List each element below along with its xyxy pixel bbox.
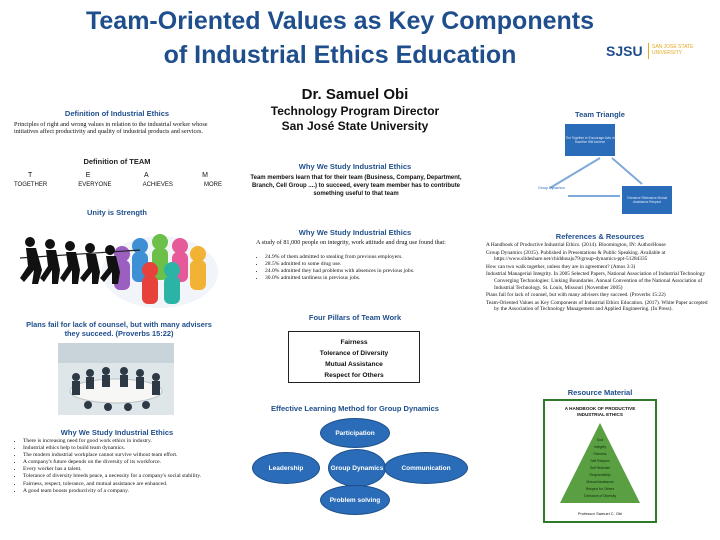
why-mid1-text: Team members learn that for their team (Business, Company, Department, Branch, Cell Group ....) to succeed, every team member has to contribute something useful to that team bbox=[250, 175, 462, 197]
node-group-dynamics: Group Dynamics bbox=[328, 449, 386, 487]
list-item: • Every worker has a talent. bbox=[23, 466, 235, 473]
learning-diagram bbox=[248, 415, 468, 515]
pillar-item: Respect for Others bbox=[324, 372, 384, 379]
letter-a: A bbox=[143, 172, 149, 179]
why-mid2-intro: A study of 81,000 people on integrity, work attitude and drug use found that: bbox=[256, 239, 446, 246]
pyramid-level: Mutual Assistance bbox=[586, 480, 614, 484]
pyramid-level: Integrity bbox=[593, 445, 607, 449]
letter-m: M bbox=[202, 172, 208, 179]
pyramid-level: God bbox=[596, 438, 604, 442]
unity-heading: Unity is Strength bbox=[86, 208, 147, 217]
pyramid-levels bbox=[550, 437, 650, 500]
book-author: Professor Samuel C. Obi bbox=[577, 511, 623, 516]
triangle-top-box: The Together to Encourage Acts of Sacrifice Will Achieve bbox=[565, 124, 615, 156]
list-item: • 24.9% of them admitted to stealing from previous employers. bbox=[265, 254, 479, 261]
node-participation: Participation bbox=[320, 418, 390, 448]
meeting-photo bbox=[58, 343, 174, 415]
book-cover bbox=[543, 399, 657, 523]
reference-item: Plans fail for lack of counsel, but with many advisers they succeed. (Proverbs 15:22) bbox=[486, 292, 666, 299]
pillar-item: Fairness bbox=[340, 339, 368, 346]
list-item: • The modern industrial workplace cannot survive without team effort. bbox=[23, 452, 235, 459]
word-achieves: ACHIEVES bbox=[142, 182, 173, 188]
team-definition-heading: Definition of TEAM bbox=[83, 157, 151, 166]
why-mid1-heading: Why We Study Industrial Ethics bbox=[298, 162, 412, 171]
pyramid-level: Fairness bbox=[593, 452, 607, 456]
author-university: San José State University bbox=[281, 119, 429, 133]
node-communication: Communication bbox=[384, 452, 468, 484]
university-name bbox=[652, 44, 694, 56]
node-leadership: Leadership bbox=[252, 452, 320, 484]
list-item: • A company's future depends on the diversity of its workforce. bbox=[23, 459, 235, 466]
list-item: • 30.0% admitted tardiness in previous jobs. bbox=[265, 275, 479, 282]
list-item: • 28.5% admitted to some drug use. bbox=[265, 261, 479, 268]
pyramid-level: Self Respect bbox=[590, 459, 610, 463]
word-everyone: EVERYONE bbox=[78, 182, 112, 188]
word-more: MORE bbox=[204, 182, 222, 188]
list-item: • 24.0% admitted they had problems with absences in previous jobs. bbox=[265, 268, 479, 275]
resource-heading: Resource Material bbox=[567, 388, 633, 397]
list-item: • There is increasing need for good work ethics in industry. bbox=[23, 438, 235, 445]
node-problem-solving: Problem solving bbox=[320, 485, 390, 515]
reference-item: How can two walk together, unless they are in agreement? (Amos 3:3) bbox=[486, 263, 636, 270]
list-item: • Fairness, respect, tolerance, and mutual assistance are enhanced. bbox=[23, 481, 235, 488]
references-list bbox=[486, 242, 708, 314]
definition-heading: Definition of Industrial Ethics bbox=[64, 109, 170, 118]
list-item: • Tolerance of diversity breeds peace, a necessity for a company's social stability. bbox=[23, 473, 235, 480]
pillar-item: Tolerance of Diversity bbox=[319, 350, 389, 357]
logo-divider bbox=[648, 43, 649, 59]
book-title bbox=[545, 406, 655, 417]
author-block bbox=[240, 86, 470, 134]
book-title-line1: A HANDBOOK OF PRODUCTIVE bbox=[564, 406, 636, 411]
poster-title-line2: of Industrial Ethics Education bbox=[163, 41, 517, 69]
author-role: Technology Program Director bbox=[270, 104, 440, 118]
pillars-heading: Four Pillars of Team Work bbox=[308, 313, 402, 322]
triangle-right-box: Tolerance Relevance Mutual Assistance Respect bbox=[622, 186, 672, 214]
word-together: TOGETHER bbox=[14, 182, 48, 188]
references-heading: References & Resources bbox=[555, 232, 645, 241]
why-left-list bbox=[14, 438, 235, 495]
triangle-left-label: Group Dynamics bbox=[538, 186, 565, 190]
team-acronym bbox=[14, 170, 222, 194]
list-item: • Industrial ethics help to build team dynamics. bbox=[23, 445, 235, 452]
pillar-item: Mutual Assistance bbox=[325, 361, 383, 368]
list-item: • A good team boosts productivity of a company. bbox=[23, 488, 235, 495]
letter-t: T bbox=[28, 172, 33, 179]
poster-title-line1: Team-Oriented Values as Key Components bbox=[85, 7, 595, 35]
university-line1: SAN JOSÉ STATE bbox=[652, 44, 694, 50]
pyramid-level: Responsibility bbox=[589, 473, 611, 477]
triangle-heading: Team Triangle bbox=[575, 110, 625, 119]
pyramid-level: Respect for Others bbox=[585, 487, 615, 491]
author-name: Dr. Samuel Obi bbox=[301, 86, 409, 103]
reference-item: Group Dynamics (2015). Published in Presentations & Public Speaking. Available at https://www.slideshare.net/chiddusaju79/group-dynamics-ppt-51284335 bbox=[486, 249, 666, 263]
proverb-heading: Plans fail for lack of counsel, but with many advisers they succeed. (Proverbs 15:22) bbox=[26, 320, 212, 338]
unity-illustration bbox=[20, 220, 220, 312]
learning-heading: Effective Learning Method for Group Dynamics bbox=[271, 404, 439, 413]
sjsu-logo bbox=[606, 40, 716, 64]
why-left-heading: Why We Study Industrial Ethics bbox=[60, 428, 174, 437]
why-mid2-heading: Why We Study Industrial Ethics bbox=[298, 228, 412, 237]
reference-item: Team-Oriented Values as Key Components of Industrial Ethics Education. (2017). White Paper accepted by the Association of Technology Management and Applied Engineering. (In Press). bbox=[486, 299, 708, 313]
pyramid-level: Self Restraint bbox=[589, 466, 611, 470]
definition-text: Principles of right and wrong values in relation to the industrial worker whose initiatives affect productivity and quality of industrial products and services. bbox=[14, 121, 208, 136]
letter-e: E bbox=[85, 172, 91, 179]
reference-item: A Handbook of Productive Industrial Ethics. (2014). Bloomington, IN: AuthorHouse bbox=[486, 242, 666, 248]
reference-item: Industrial Managerial Integrity. In 2005 Selected Papers, National Association of Industrial Technology Converging Technologies: Linking Boundaries. Annual Convention of the National Association of Industrial Technology. St. Louis, Missouri (November 2005) bbox=[486, 271, 706, 291]
university-line2: UNIVERSITY bbox=[652, 50, 683, 56]
pillars-box bbox=[288, 331, 420, 383]
sjsu-wordmark: SJSU bbox=[606, 43, 643, 59]
why-mid2-list bbox=[256, 254, 479, 282]
book-title-line2: INDUSTRIAL ETHICS bbox=[577, 411, 623, 417]
pyramid-level: Tolerance of Diversity bbox=[583, 494, 617, 498]
